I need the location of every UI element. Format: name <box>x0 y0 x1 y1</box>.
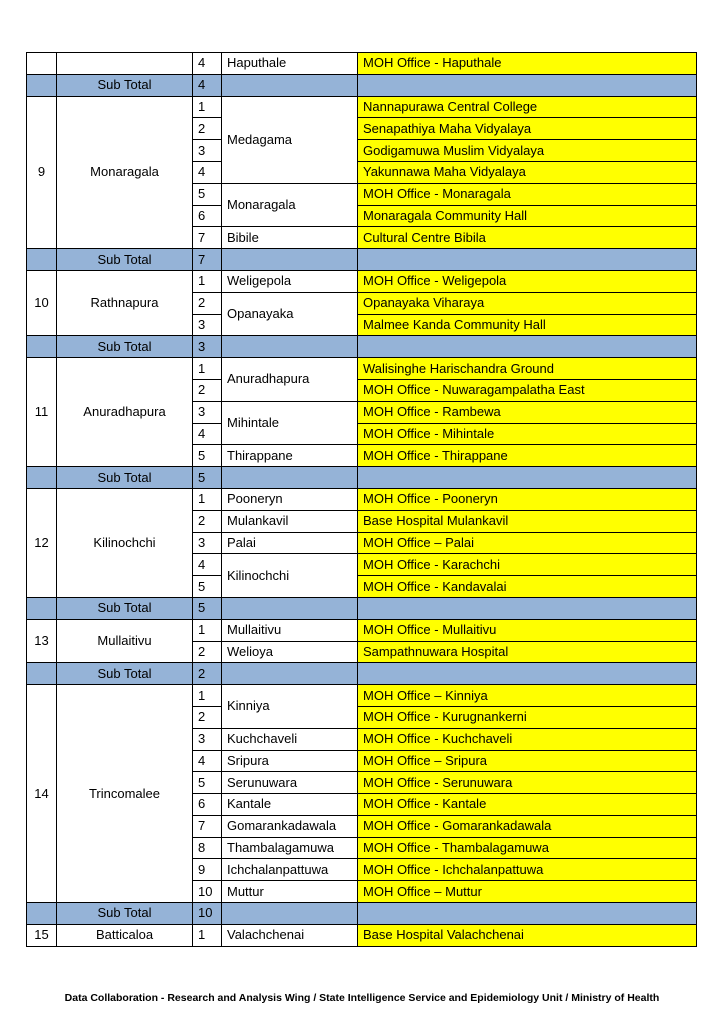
moh-area: Kilinochchi <box>222 554 358 598</box>
vaccination-site: MOH Office - Karachchi <box>358 554 697 576</box>
vaccination-site: MOH Office - Kuchchaveli <box>358 728 697 750</box>
vaccination-site: MOH Office - Gomarankadawala <box>358 815 697 837</box>
moh-area: Weligepola <box>222 270 358 292</box>
district-name: Mullaitivu <box>57 619 193 663</box>
serial-number: 2 <box>193 292 222 314</box>
serial-number: 5 <box>193 772 222 794</box>
subtotal-blank-cell <box>222 467 358 489</box>
subtotal-label: Sub Total <box>57 903 193 925</box>
serial-number: 7 <box>193 227 222 249</box>
subtotal-label: Sub Total <box>57 249 193 271</box>
vaccination-site: MOH Office - Rambewa <box>358 401 697 423</box>
vaccination-site: Nannapurawa Central College <box>358 96 697 118</box>
moh-area: Mullaitivu <box>222 619 358 641</box>
subtotal-blank-cell <box>27 903 57 925</box>
moh-area: Serunuwara <box>222 772 358 794</box>
table-row <box>27 96 697 118</box>
district-number: 13 <box>27 619 57 663</box>
serial-number: 1 <box>193 96 222 118</box>
subtotal-blank-cell <box>27 597 57 619</box>
serial-number: 1 <box>193 488 222 510</box>
subtotal-blank-cell <box>358 663 697 685</box>
table-row <box>27 53 697 75</box>
serial-number: 4 <box>193 554 222 576</box>
vaccination-site: MOH Office - Kantale <box>358 794 697 816</box>
serial-number: 6 <box>193 794 222 816</box>
serial-number: 1 <box>193 358 222 380</box>
vaccination-site: Yakunnawa Maha Vidyalaya <box>358 161 697 183</box>
serial-number: 1 <box>193 924 222 946</box>
serial-number: 5 <box>193 445 222 467</box>
moh-area: Monaragala <box>222 183 358 227</box>
subtotal-blank-cell <box>358 74 697 96</box>
subtotal-row <box>27 663 697 685</box>
vaccination-site: Base Hospital Mulankavil <box>358 510 697 532</box>
subtotal-label: Sub Total <box>57 336 193 358</box>
serial-number: 5 <box>193 576 222 598</box>
moh-area: Kinniya <box>222 685 358 729</box>
subtotal-blank-cell <box>27 467 57 489</box>
vaccination-site: Cultural Centre Bibila <box>358 227 697 249</box>
moh-area: Thirappane <box>222 445 358 467</box>
moh-area: Kuchchaveli <box>222 728 358 750</box>
serial-number: 8 <box>193 837 222 859</box>
subtotal-blank-cell <box>222 597 358 619</box>
serial-number: 3 <box>193 532 222 554</box>
table-row <box>27 358 697 380</box>
moh-area: Anuradhapura <box>222 358 358 402</box>
district-name: Rathnapura <box>57 270 193 335</box>
vaccination-site: MOH Office - Thambalagamuwa <box>358 837 697 859</box>
district-name: Batticaloa <box>57 924 193 946</box>
vaccination-site: MOH Office - Monaragala <box>358 183 697 205</box>
subtotal-row <box>27 336 697 358</box>
district-name: Anuradhapura <box>57 358 193 467</box>
vaccination-site: MOH Office – Palai <box>358 532 697 554</box>
district-name: Kilinochchi <box>57 488 193 597</box>
serial-number: 2 <box>193 118 222 140</box>
serial-number: 2 <box>193 641 222 663</box>
moh-area: Bibile <box>222 227 358 249</box>
subtotal-row <box>27 903 697 925</box>
moh-area: Ichchalanpattuwa <box>222 859 358 881</box>
serial-number: 6 <box>193 205 222 227</box>
subtotal-label: Sub Total <box>57 74 193 96</box>
vaccination-site: MOH Office - Nuwaragampalatha East <box>358 379 697 401</box>
district-name: Trincomalee <box>57 685 193 903</box>
page-footer: Data Collaboration - Research and Analysis Wing / State Intelligence Service and Epidemiology Unit / Ministry of Health <box>64 992 660 1004</box>
moh-area: Haputhale <box>222 53 358 75</box>
subtotal-row <box>27 74 697 96</box>
moh-area: Valachchenai <box>222 924 358 946</box>
subtotal-blank-cell <box>222 663 358 685</box>
serial-number: 7 <box>193 815 222 837</box>
subtotal-row <box>27 249 697 271</box>
vaccination-site: Base Hospital Valachchenai <box>358 924 697 946</box>
moh-area: Pooneryn <box>222 488 358 510</box>
moh-area: Mihintale <box>222 401 358 445</box>
subtotal-count: 3 <box>193 336 222 358</box>
subtotal-blank-cell <box>222 903 358 925</box>
moh-area: Welioya <box>222 641 358 663</box>
table-body <box>27 53 697 947</box>
moh-area: Muttur <box>222 881 358 903</box>
district-name <box>57 53 193 75</box>
subtotal-count: 2 <box>193 663 222 685</box>
moh-area: Medagama <box>222 96 358 183</box>
district-number: 15 <box>27 924 57 946</box>
district-number: 9 <box>27 96 57 249</box>
moh-area: Kantale <box>222 794 358 816</box>
subtotal-blank-cell <box>222 336 358 358</box>
subtotal-count: 4 <box>193 74 222 96</box>
subtotal-blank-cell <box>27 249 57 271</box>
subtotal-blank-cell <box>222 249 358 271</box>
vaccination-site: MOH Office - Mihintale <box>358 423 697 445</box>
serial-number: 4 <box>193 53 222 75</box>
subtotal-blank-cell <box>27 336 57 358</box>
subtotal-blank-cell <box>222 74 358 96</box>
subtotal-count: 5 <box>193 597 222 619</box>
subtotal-blank-cell <box>358 597 697 619</box>
subtotal-label: Sub Total <box>57 663 193 685</box>
serial-number: 1 <box>193 270 222 292</box>
serial-number: 2 <box>193 510 222 532</box>
district-number: 14 <box>27 685 57 903</box>
subtotal-count: 5 <box>193 467 222 489</box>
subtotal-row <box>27 597 697 619</box>
subtotal-label: Sub Total <box>57 467 193 489</box>
subtotal-count: 7 <box>193 249 222 271</box>
moh-area: Opanayaka <box>222 292 358 336</box>
subtotal-blank-cell <box>27 74 57 96</box>
table-row <box>27 924 697 946</box>
subtotal-row <box>27 467 697 489</box>
table-row <box>27 685 697 707</box>
serial-number: 4 <box>193 161 222 183</box>
serial-number: 3 <box>193 728 222 750</box>
vaccination-site: MOH Office - Ichchalanpattuwa <box>358 859 697 881</box>
district-number: 11 <box>27 358 57 467</box>
moh-area: Gomarankadawala <box>222 815 358 837</box>
serial-number: 5 <box>193 183 222 205</box>
vaccination-site: MOH Office - Pooneryn <box>358 488 697 510</box>
serial-number: 3 <box>193 140 222 162</box>
vaccination-site: MOH Office – Sripura <box>358 750 697 772</box>
serial-number: 4 <box>193 750 222 772</box>
vaccination-site: MOH Office - Kurugnankerni <box>358 706 697 728</box>
vaccination-site: Malmee Kanda Community Hall <box>358 314 697 336</box>
vaccination-site: MOH Office - Thirappane <box>358 445 697 467</box>
serial-number: 2 <box>193 379 222 401</box>
vaccination-site: MOH Office – Kinniya <box>358 685 697 707</box>
serial-number: 9 <box>193 859 222 881</box>
vaccination-site: MOH Office – Muttur <box>358 881 697 903</box>
moh-area: Mulankavil <box>222 510 358 532</box>
vaccination-site: MOH Office - Haputhale <box>358 53 697 75</box>
vaccination-site: Sampathnuwara Hospital <box>358 641 697 663</box>
moh-area: Palai <box>222 532 358 554</box>
district-number: 10 <box>27 270 57 335</box>
serial-number: 3 <box>193 314 222 336</box>
vaccination-site: Senapathiya Maha Vidyalaya <box>358 118 697 140</box>
subtotal-blank-cell <box>358 249 697 271</box>
table-row <box>27 270 697 292</box>
vaccination-site: MOH Office - Mullaitivu <box>358 619 697 641</box>
district-number: 12 <box>27 488 57 597</box>
vaccination-site: Opanayaka Viharaya <box>358 292 697 314</box>
serial-number: 2 <box>193 706 222 728</box>
subtotal-count: 10 <box>193 903 222 925</box>
subtotal-label: Sub Total <box>57 597 193 619</box>
vaccination-site: MOH Office - Kandavalai <box>358 576 697 598</box>
vaccination-site: Walisinghe Harischandra Ground <box>358 358 697 380</box>
serial-number: 3 <box>193 401 222 423</box>
table-row <box>27 619 697 641</box>
serial-number: 1 <box>193 619 222 641</box>
subtotal-blank-cell <box>358 467 697 489</box>
subtotal-blank-cell <box>27 663 57 685</box>
moh-area: Sripura <box>222 750 358 772</box>
vaccination-site: Godigamuwa Muslim Vidyalaya <box>358 140 697 162</box>
vaccination-site: MOH Office - Serunuwara <box>358 772 697 794</box>
subtotal-blank-cell <box>358 336 697 358</box>
moh-area: Thambalagamuwa <box>222 837 358 859</box>
table-row <box>27 488 697 510</box>
subtotal-blank-cell <box>358 903 697 925</box>
district-name: Monaragala <box>57 96 193 249</box>
district-number <box>27 53 57 75</box>
serial-number: 10 <box>193 881 222 903</box>
vaccination-site: MOH Office - Weligepola <box>358 270 697 292</box>
serial-number: 1 <box>193 685 222 707</box>
serial-number: 4 <box>193 423 222 445</box>
vaccination-centres-table <box>26 52 697 947</box>
vaccination-site: Monaragala Community Hall <box>358 205 697 227</box>
